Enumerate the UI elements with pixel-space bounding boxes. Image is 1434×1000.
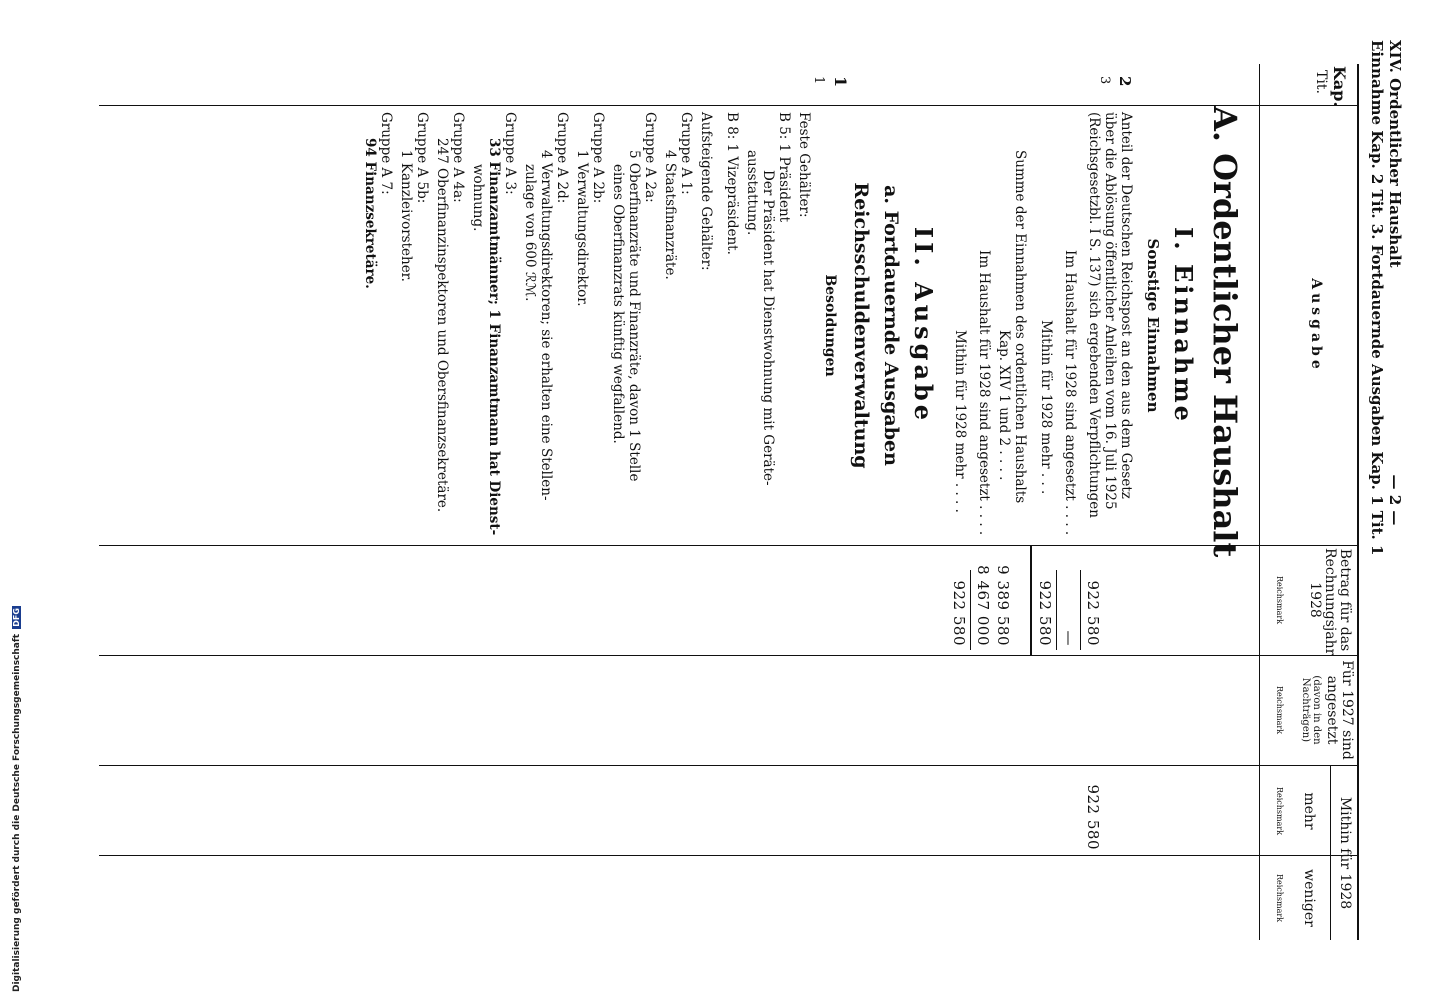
col-mehr: mehr — [1301, 792, 1317, 830]
gruppe-a2d: Gruppe A 2d: — [554, 112, 570, 204]
col-1927-unit: Reichsmark — [1275, 685, 1284, 735]
ausgabe-kap: 1 — [831, 76, 850, 88]
gruppe-a3-item-1: 33 Finanzamtmänner; 1 Finanzamtmann hat Dienst- — [486, 138, 502, 536]
col-mithin: Mithin für 1928 — [1337, 796, 1353, 910]
col-betrag: Betrag für das Rechnungsjahr 1928 — [1307, 548, 1353, 656]
fortdauernde-ausgaben: a. Fortdauernde Ausgaben — [880, 185, 902, 466]
col-betrag-unit: Reichsmark — [1275, 575, 1284, 625]
gruppe-a4a: Gruppe A 4a: — [450, 112, 466, 203]
rule-mithin2 — [970, 570, 971, 650]
summe-label-1: Summe der Einnahmen des ordentlichen Haushalts — [1012, 150, 1028, 504]
haushalt-1928-value: — — [1060, 630, 1078, 646]
summe-label-2: Kap. XIV 1 und 2 . . . . — [996, 330, 1012, 481]
einnahme-betrag: 922 580 — [1084, 580, 1102, 646]
rule-mehr-weniger — [99, 855, 1359, 856]
rule-mithin-sum — [1056, 570, 1057, 650]
ausgabe-tit: 1 — [811, 76, 826, 85]
col-1927: Für 1927 sind angesetzt — [1324, 660, 1355, 760]
gruppe-a2b-item: 1 Verwaltungsdirektor. — [574, 150, 590, 307]
gruppe-a5b-item: 1 Kanzleivorsteher. — [398, 150, 414, 282]
feste-gehaelter: Feste Gehälter: — [796, 112, 812, 218]
header-subtitle: Einnahme Kap. 2 Tit. 3. Fortdauernde Ausgaben Kap. 1 Tit. 1 — [1368, 40, 1386, 556]
section-a-title: A. Ordentlicher Haushalt — [1206, 106, 1244, 558]
rule-einnahme-sum — [1080, 570, 1081, 650]
b5-praesident: B 5: 1 Präsident — [776, 112, 792, 223]
table-top-rule — [1357, 64, 1359, 940]
sonstige-einnahmen: Sonstige Einnahmen — [1144, 238, 1162, 413]
gruppe-a3-item-2: wohnung. — [470, 164, 486, 232]
page-number: — 2 — — [1386, 474, 1404, 526]
mithin2-value: 922 580 — [950, 580, 968, 646]
einnahme-mehr: 922 580 — [1084, 784, 1102, 850]
mithin-mehr-value: 922 580 — [1036, 580, 1054, 646]
gruppe-a7: Gruppe A 7: — [378, 112, 394, 195]
col-kap: Kap. — [1330, 66, 1349, 108]
einnahme-text-1: Anteil der Deutschen Reichspost an den aus dem Gesetz — [1118, 112, 1134, 499]
b5-note-2: ausstattung. — [744, 150, 760, 236]
col-weniger-unit: Reichsmark — [1275, 873, 1284, 923]
einnahme-tit: 3 — [1097, 76, 1112, 85]
einnahme-text-3: (Reichsgesetzbl. I S. 137) sich ergebenden Verpflichtungen — [1086, 112, 1102, 518]
rule-summe-top — [1030, 545, 1032, 655]
gruppe-a1-item: 4 Staatsfinanzräte. — [662, 150, 678, 280]
gruppe-a2a-item-2: eines Oberfinanzrats künftig wegfallend. — [610, 164, 626, 444]
rule-1927-mithin — [99, 765, 1359, 766]
mithin2-label: Mithin für 1928 mehr . . . . — [952, 330, 968, 513]
dfg-logo: DFG — [12, 608, 21, 627]
summe-value: 9 389 580 — [994, 565, 1012, 646]
header-bottom-rule — [1259, 64, 1260, 940]
rule-ausgabe-betrag — [99, 545, 1359, 546]
aufsteigende-gehaelter: Aufsteigende Gehälter: — [698, 112, 714, 271]
gruppe-a2d-item-2: zulage von 600 ℛℳ. — [522, 164, 538, 302]
header-title: XIV. Ordentlicher Haushalt — [1386, 40, 1404, 268]
ausgabe-title: II. Ausgabe — [909, 226, 938, 425]
besoldungen: Besoldungen — [822, 274, 838, 377]
einnahme-title: I. Einnahme — [1169, 227, 1198, 424]
col-1927-note: (davon in den Nachträgen) — [1300, 675, 1322, 745]
rule-betrag-1927 — [99, 655, 1359, 656]
rule-mithin-sub — [1330, 765, 1331, 940]
gruppe-a2b: Gruppe A 2b: — [590, 112, 606, 204]
col-tit: Tit. — [1313, 70, 1329, 94]
gruppe-a7-item: 94 Finanzsekretäre. — [362, 138, 378, 289]
haushalt-1928-label: Im Haushalt für 1928 sind angesetzt . . . . — [1062, 250, 1078, 536]
gruppe-a2a: Gruppe A 2a: — [642, 112, 658, 203]
b5-note-1: Der Präsident hat Dienstwohnung mit Geräte- — [760, 170, 776, 486]
col-ausgabe: Ausgabe — [1308, 278, 1324, 373]
footer-text: Digitalisierung gefördert durch die Deutsche Forschungsgemeinschaft — [12, 633, 22, 992]
einnahme-kap: 2 — [1116, 76, 1134, 87]
gruppe-a1: Gruppe A 1: — [678, 112, 694, 195]
col-mehr-unit: Reichsmark — [1275, 786, 1284, 836]
b8-vizepraesident: B 8: 1 Vizepräsident. — [724, 112, 740, 255]
mithin-mehr-label: Mithin für 1928 mehr . . . — [1038, 320, 1054, 495]
haushalt2-value: 8 467 000 — [974, 565, 992, 646]
reichsschuldenverwaltung: Reichsschuldenverwaltung — [850, 182, 872, 469]
gruppe-a5b: Gruppe A 5b: — [414, 112, 430, 204]
gruppe-a2d-item-1: 4 Verwaltungsdirektoren; sie erhalten eine Stellen- — [538, 150, 554, 501]
gruppe-a2a-item-1: 5 Oberfinanzräte und Finanzräte, davon 1 Stelle — [626, 150, 642, 482]
gruppe-a4a-item: 247 Oberfinanzinspektoren und Obersfinanzsekretäre. — [434, 138, 450, 513]
haushalt2-label: Im Haushalt für 1928 sind angesetzt . . . . — [976, 250, 992, 536]
einnahme-text-2: über die Ablösung öffentlicher Anleihen vom 16. Juli 1925 — [1102, 112, 1118, 510]
col-weniger: weniger — [1301, 869, 1317, 927]
gruppe-a3: Gruppe A 3: — [502, 112, 518, 195]
